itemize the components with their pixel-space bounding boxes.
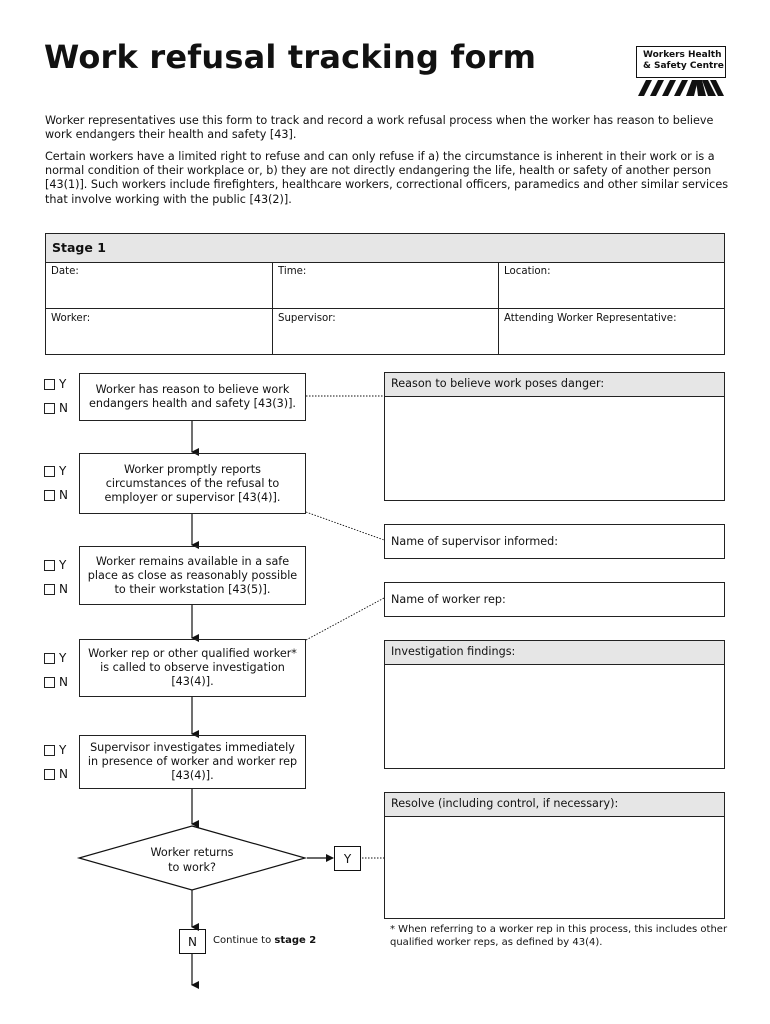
step4-yes-checkbox[interactable] xyxy=(44,653,55,664)
continue-note xyxy=(213,935,316,946)
stage-title: Stage 1 xyxy=(52,240,106,255)
decision-text xyxy=(120,845,264,875)
step5-no-option[interactable] xyxy=(44,767,68,781)
attending-rep-label: Attending Worker Representative: xyxy=(504,313,677,324)
dotted-link-supervisor xyxy=(306,512,384,540)
logo-text-line2: & Safety Centre xyxy=(643,61,724,71)
reason-panel-header: Reason to believe work poses danger: xyxy=(385,373,724,397)
step4-no-option[interactable] xyxy=(44,675,68,689)
step-1-box: Worker has reason to believe work endangers health and safety [43(3)]. xyxy=(79,373,306,421)
step5-yes-checkbox[interactable] xyxy=(44,745,55,756)
decision-no-box: N xyxy=(179,929,206,954)
intro-paragraph-1: Worker representatives use this form to track and record a work refusal process when the worker has reason to believe work endangers their health and safety [43]. xyxy=(45,114,714,142)
step-5-box: Supervisor investigates immediately in presence of worker and worker rep [43(4)]. xyxy=(79,735,306,789)
continue-prefix: Continue to xyxy=(213,935,275,946)
step1-no-label: N xyxy=(59,401,68,415)
decision-yes-box: Y xyxy=(334,846,361,871)
step4-no-label: N xyxy=(59,675,68,689)
intro-paragraph-2: Certain workers have a limited right to refuse and can only refuse if a) the circumstance is inherent in their work or is a normal condition of their workplace or, b) they are not directly endangering the life, health or safety of another person [43(1)]. Such workers include firefighters, healthcare workers, correctional officers, paramedics and other similar services that involve working with the public [43(2)]. xyxy=(45,150,729,206)
step3-no-option[interactable] xyxy=(44,582,68,596)
time-label: Time: xyxy=(278,266,307,277)
resolve-panel-header: Resolve (including control, if necessary): xyxy=(385,793,724,817)
supervisor-label: Supervisor: xyxy=(278,313,336,324)
step2-yes-label: Y xyxy=(59,464,67,478)
step5-yes-label: Y xyxy=(59,743,67,757)
findings-panel-header: Investigation findings: xyxy=(385,641,724,665)
step1-no-option[interactable] xyxy=(44,401,68,415)
step2-yes-option[interactable] xyxy=(44,464,66,478)
step1-yes-label: Y xyxy=(59,377,67,391)
step5-yes-option[interactable] xyxy=(44,743,66,757)
continue-stage-link: stage 2 xyxy=(274,935,317,946)
dotted-link-rep xyxy=(306,598,384,640)
step4-yes-label: Y xyxy=(59,651,67,665)
step-3-box: Worker remains available in a safe place as close as reasonably possible to their workstation [43(5)]. xyxy=(79,546,306,605)
step5-no-checkbox[interactable] xyxy=(44,769,55,780)
step3-no-label: N xyxy=(59,582,68,596)
decision-line-2: to work? xyxy=(168,861,216,874)
reason-panel[interactable] xyxy=(384,372,725,501)
step1-yes-option[interactable] xyxy=(44,377,66,391)
step2-no-checkbox[interactable] xyxy=(44,490,55,501)
step3-yes-checkbox[interactable] xyxy=(44,560,55,571)
step3-yes-option[interactable] xyxy=(44,558,66,572)
logo-text-line1: Workers Health xyxy=(643,50,722,60)
step3-yes-label: Y xyxy=(59,558,67,572)
step5-no-label: N xyxy=(59,767,68,781)
step3-no-checkbox[interactable] xyxy=(44,584,55,595)
findings-panel[interactable] xyxy=(384,640,725,769)
step4-no-checkbox[interactable] xyxy=(44,677,55,688)
step4-yes-option[interactable] xyxy=(44,651,66,665)
footnote: * When referring to a worker rep in this process, this includes other qualified worker reps, as defined by 43(4). xyxy=(390,924,728,948)
date-label: Date: xyxy=(51,266,79,277)
step2-no-label: N xyxy=(59,488,68,502)
worker-rep-field[interactable]: Name of worker rep: xyxy=(384,582,725,617)
step1-no-checkbox[interactable] xyxy=(44,403,55,414)
supervisor-informed-field[interactable]: Name of supervisor informed: xyxy=(384,524,725,559)
step1-yes-checkbox[interactable] xyxy=(44,379,55,390)
step2-yes-checkbox[interactable] xyxy=(44,466,55,477)
decision-line-1: Worker returns xyxy=(150,846,234,859)
step-2-box: Worker promptly reports circumstances of the refusal to employer or supervisor [43(4)]. xyxy=(79,453,306,514)
resolve-panel[interactable] xyxy=(384,792,725,919)
page-title: Work refusal tracking form xyxy=(44,38,537,76)
step2-no-option[interactable] xyxy=(44,488,68,502)
worker-label: Worker: xyxy=(51,313,91,324)
step-4-box: Worker rep or other qualified worker* is called to observe investigation [43(4)]. xyxy=(79,639,306,697)
location-label: Location: xyxy=(504,266,551,277)
